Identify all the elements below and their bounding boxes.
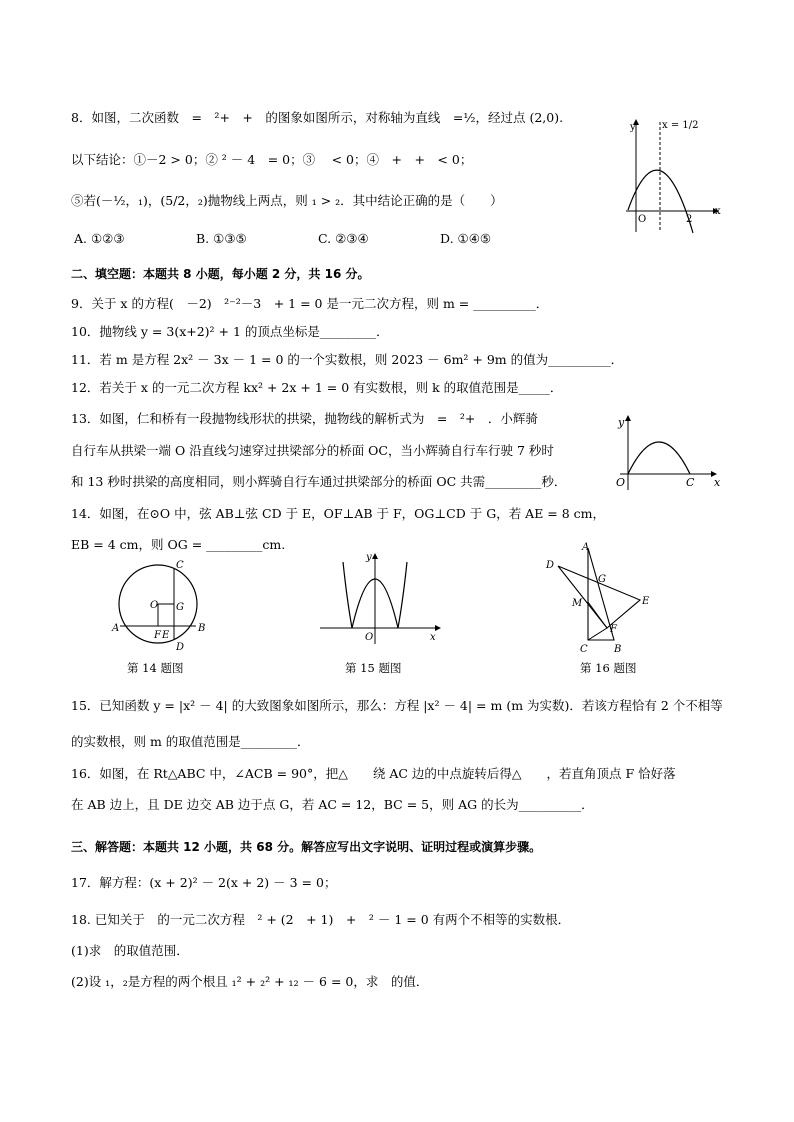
section-2-heading: 二、填空题：本题共 8 小题，每小题 2 分，共 16 分。: [71, 267, 370, 281]
q8-option-a: A. ①②③: [74, 231, 125, 246]
q13-line3: 和 13 秒时拱梁的高度相同，则小辉骑自行车通过拱梁部分的桥面 OC 共需_________秒．: [71, 474, 567, 489]
q13-arch-graph: [614, 410, 724, 492]
q10: 10．抛物线 y = 3(x+2)² + 1 的顶点坐标是_________．: [71, 324, 389, 339]
label-f: F: [610, 624, 617, 635]
q14-line2: EB = 4 cm，则 OG = _________cm.: [71, 537, 286, 552]
q8-line2: 以下结论：①－2 > 0；② ² － 4 = 0；③ < 0；④ + + < 0；: [71, 152, 473, 167]
label-a: A: [112, 623, 120, 634]
q18-line3: (2)设 ₁，₂是方程的两个根且 ₁² + ₂² + ₁₂ － 6 = 0，求 的值．: [71, 974, 429, 989]
label-m: M: [572, 598, 583, 609]
fig15-caption: 第 15 题图: [345, 661, 402, 675]
q13-line2: 自行车从拱梁一端 O 沿直线匀速穿过拱梁部分的桥面 OC，当小辉骑自行车行驶 7 秒时: [71, 443, 554, 458]
q11: 11．若 m 是方程 2x² － 3x － 1 = 0 的一个实数根，则 2023 － 6m² + 9m 的值为__________．: [71, 352, 624, 367]
label-g: G: [176, 602, 184, 613]
q12: 12．若关于 x 的一元二次方程 kx² + 2x + 1 = 0 有实数根，则 k 的取值范围是_____．: [71, 380, 563, 395]
x-label: x: [430, 632, 436, 643]
fig14-circle-diagram: [110, 556, 210, 656]
q16-line1: 16．如图，在 Rt△ABC 中，∠ACB = 90°，把△ 绕 AC 边的中点旋转后得△ ，若直角顶点 F 恰好落: [71, 766, 676, 781]
label-e: E: [642, 596, 650, 607]
q18-line2: (1)求 的取值范围．: [71, 943, 189, 958]
q8-option-d: D. ①④⑤: [440, 231, 492, 246]
label-c: C: [580, 644, 588, 655]
label-b: B: [198, 623, 206, 634]
y-label: y: [618, 416, 625, 429]
label-d: D: [546, 560, 555, 571]
q9: 9．关于 x 的方程( －2) ²⁻²－3 + 1 = 0 是一元二次方程，则 m = __________．: [71, 296, 549, 311]
root-label: 2: [686, 214, 693, 225]
section-3-heading: 三、解答题：本题共 12 小题，共 68 分。解答应写出文字说明、证明过程或演算步骤。: [71, 840, 542, 854]
q8-line3: ⑤若(－½，₁)，(5/2，₂)抛物线上两点，则 ₁ > ₂．其中结论正确的是（ ）: [71, 193, 503, 208]
q8-parabola-graph: [618, 112, 723, 234]
segment-cf: [588, 628, 607, 640]
origin-label: O: [365, 632, 374, 643]
q8-line1: 8．如图，二次函数 = ²+ + 的图象如图所示，对称轴为直线 =½，经过点 (2,0).: [71, 110, 564, 125]
label-d: D: [176, 642, 185, 653]
fig15-abs-parabola-diagram: [318, 550, 446, 646]
fig14-caption: 第 14 题图: [127, 661, 184, 675]
arch-curve: [628, 442, 690, 474]
point-c-label: C: [686, 476, 695, 489]
origin-label: O: [616, 476, 626, 489]
q8-option-c: C. ②③④: [318, 231, 369, 246]
label-c: C: [176, 560, 184, 571]
label-o: O: [150, 600, 159, 611]
q15-line1: 15．已知函数 y = |x² － 4| 的大致图象如图所示，那么：方程 |x² － 4| = m (m 为实数)．若该方程恰有 2 个不相等: [71, 698, 723, 713]
symmetry-label: x = 1/2: [662, 120, 699, 131]
label-e: E: [162, 630, 170, 641]
q15-line2: 的实数根，则 m 的取值范围是_________．: [71, 734, 310, 749]
y-label: y: [366, 552, 372, 563]
fig16-caption: 第 16 题图: [580, 661, 637, 675]
label-f: F: [154, 630, 161, 641]
x-label: x: [714, 476, 721, 489]
q8-option-b: B. ①③⑤: [196, 231, 247, 246]
label-b: B: [614, 644, 622, 655]
label-a: A: [582, 542, 590, 553]
q16-line2: 在 AB 边上，且 DE 边交 AB 边于点 G，若 AC = 12，BC = 5，则 AG 的长为__________．: [71, 797, 594, 812]
q14-line1: 14．如图，在⊙O 中，弦 AB⊥弦 CD 于 E，OF⊥AB 于 F，OG⊥CD 于 G，若 AE = 8 cm，: [71, 506, 606, 521]
y-label: y: [630, 122, 636, 133]
right-branch: [398, 562, 407, 628]
q17: 17．解方程：(x + 2)² － 2(x + 2) － 3 = 0；: [71, 875, 337, 890]
fig16-triangle-diagram: [540, 540, 660, 655]
origin-label: O: [638, 214, 647, 225]
label-g: G: [598, 574, 606, 585]
q18-line1: 18. 已知关于 的一元二次方程 ² + (2 + 1) + ² － 1 = 0 有两个不相等的实数根．: [71, 912, 571, 927]
x-label: x: [715, 206, 721, 217]
left-branch: [343, 562, 352, 628]
q13-line1: 13．如图，仁和桥有一段抛物线形状的拱梁，抛物线的解析式为 = ²+ ．小辉骑: [71, 411, 538, 426]
